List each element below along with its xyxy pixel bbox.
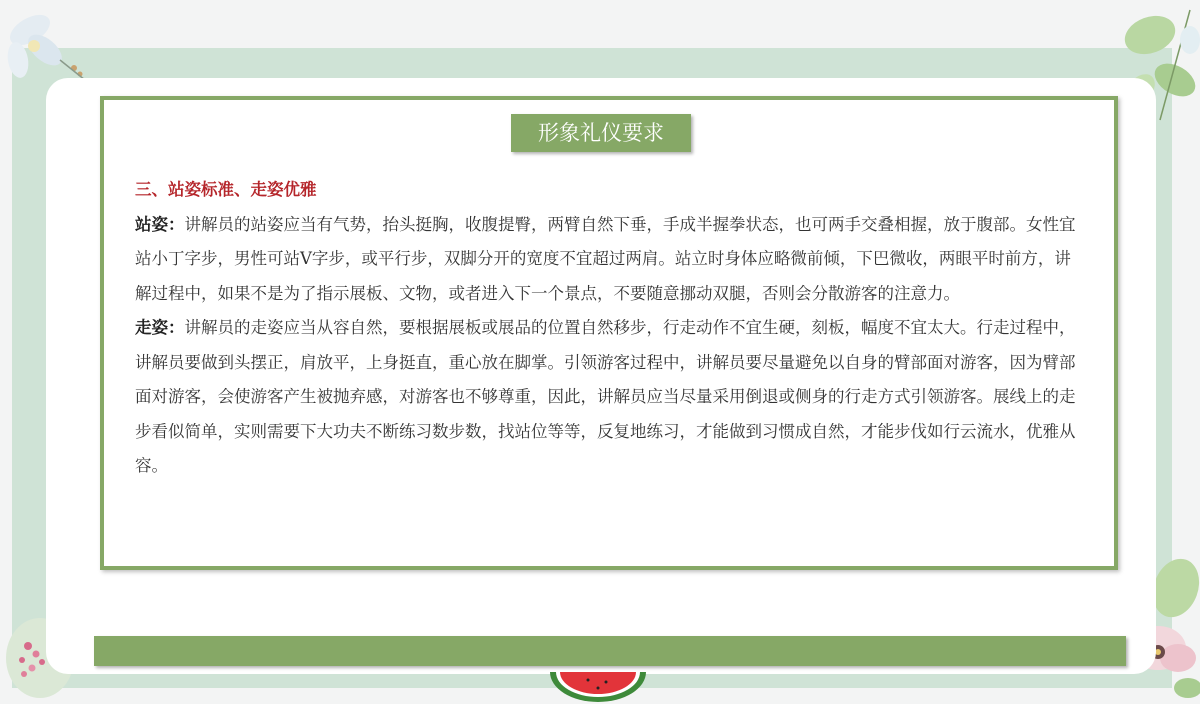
term-walking: 走姿： bbox=[135, 318, 185, 337]
paragraph-standing bbox=[135, 208, 1085, 312]
paragraph-walking bbox=[135, 311, 1085, 484]
bottom-bar bbox=[94, 636, 1126, 666]
body-text bbox=[135, 173, 1085, 484]
watermelon-decoration bbox=[548, 672, 648, 704]
section-heading: 三、站姿标准、走姿优雅 bbox=[135, 180, 317, 199]
slide-title: 形象礼仪要求 bbox=[511, 114, 691, 152]
text-walking: 讲解员的走姿应当从容自然，要根据展板或展品的位置自然移步，行走动作不宜生硬，刻板，幅度不宜太大。行走过程中，讲解员要做到头摆正，肩放平，上身挺直，重心放在脚掌。引领游客过程中，讲解员要尽量避免以自身的臂部面对游客，因为臂部面对游客，会使游客产生被抛弃感，对游客也不够尊重，因此，讲解员应当尽量采用倒退或侧身的行走方式引领游客。展线上的走步看似简单，实则需要下大功夫不断练习数步数，找站位等等，反复地练习，才能做到习惯成自然，才能步伐如行云流水，优雅从容。 bbox=[135, 318, 1076, 475]
text-standing: 讲解员的站姿应当有气势，抬头挺胸，收腹提臀，两臂自然下垂，手成半握拳状态，也可两手交叠相握，放于腹部。女性宜站小丁字步，男性可站V字步，或平行步，双脚分开的宽度不宜超过两肩。站立时身体应略微前倾，下巴微收，两眼平时前方，讲解过程中，如果不是为了指示展板、文物，或者进入下一个景点，不要随意挪动双腿，否则会分散游客的注意力。 bbox=[135, 214, 1076, 303]
term-standing: 站姿： bbox=[135, 214, 185, 234]
